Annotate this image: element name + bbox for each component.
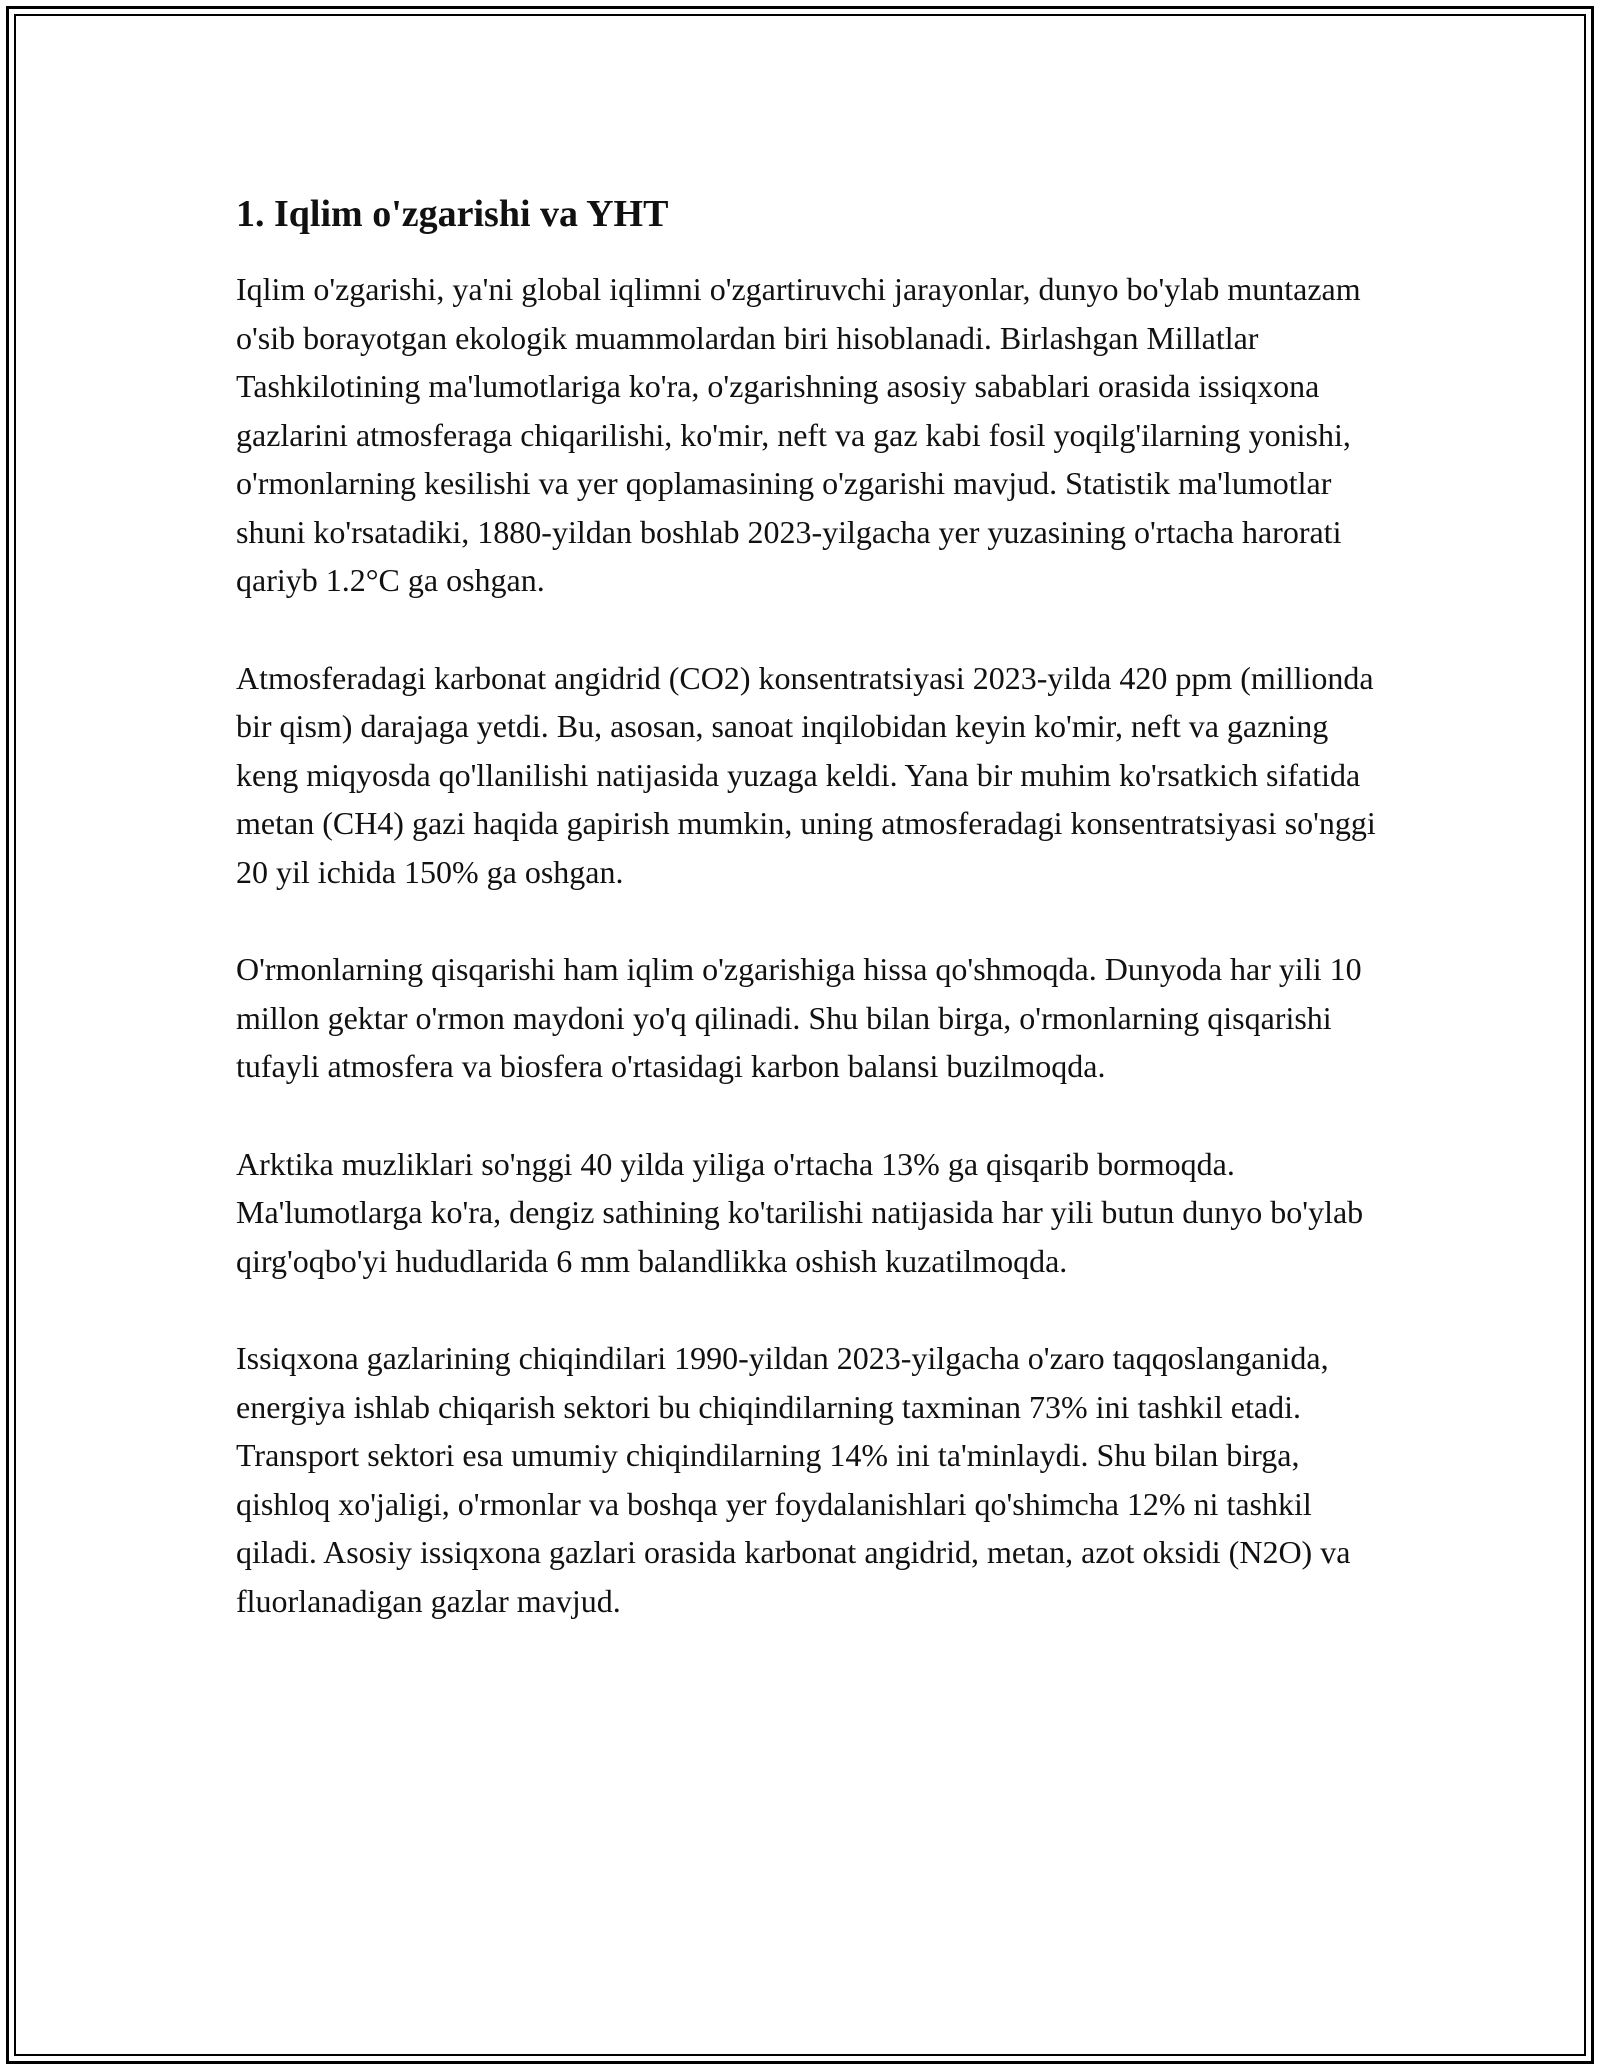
paragraph-emissions-sectors: Issiqxona gazlarining chiqindilari 1990-yildan 2023-yilgacha o'zaro taqqoslanganida, energiya ishlab chiqarish sektori bu chiqindilarning taxminan 73% ini tashkil etadi. Transport sektori esa umumiy chiqindilarning 14% ini ta'minlaydi. Shu bilan birga, qishloq xo'jaligi, o'rmonlar va boshqa yer foydalanishlari qo'shimcha 12% ni tashkil qiladi. Asosiy issiqxona gazlari orasida karbonat angidrid, metan, azot oksidi (N2O) va fluorlanadigan gazlar mavjud.	[236, 1340, 1351, 1619]
section-heading: 1. Iqlim o'zgarishi va YHT	[236, 193, 669, 235]
paragraph-co2-methane: Atmosferadagi karbonat angidrid (CO2) konsentratsiyasi 2023-yilda 420 ppm (millionda bir qism) darajaga yetdi. Bu, asosan, sanoat inqilobidan keyin ko'mir, neft va gazning keng miqyosda qo'llanilishi natijasida yuzaga keldi. Yana bir muhim ko'rsatkich sifatida metan (CH4) gazi haqida gapirish mumkin, uning atmosferadagi konsentratsiyasi so'nggi 20 yil ichida 150% ga oshgan.	[236, 659, 1376, 890]
paragraph-climate-change: Iqlim o'zgarishi, ya'ni global iqlimni o'zgartiruvchi jarayonlar, dunyo bo'ylab muntazam o'sib borayotgan ekologik muammolardan biri hisoblanadi. Birlashgan Millatlar Tashkilotining ma'lumotlariga ko'ra, o'zgarishning asosiy sabablari orasida issiqxona gazlarini atmosferaga chiqarilishi, ko'mir, neft va gaz kabi fosil yoqilg'ilarning yonishi, o'rmonlarning kesilishi va yer qoplamasining o'zgarishi mavjud. Statistik ma'lumotlar shuni ko'rsatadiki, 1880-yildan boshlab 2023-yilgacha yer yuzasining o'rtacha harorati qariyb 1.2°C ga oshgan.	[236, 271, 1361, 598]
document-body	[236, 185, 1376, 1674]
paragraph-arctic-ice: Arktika muzliklari so'nggi 40 yilda yiliga o'rtacha 13% ga qisqarib bormoqda. Ma'lumotlarga ko'ra, dengiz sathining ko'tarilishi natijasida har yili butun dunyo bo'ylab qirg'oqbo'yi hududlarida 6 mm balandlikka oshish kuzatilmoqda.	[236, 1145, 1364, 1279]
paragraph-deforestation: O'rmonlarning qisqarishi ham iqlim o'zgarishiga hissa qo'shmoqda. Dunyoda har yili 10 millon gektar o'rmon maydoni yo'q qilinadi. Shu bilan birga, o'rmonlarning qisqarishi tufayli atmosfera va biosfera o'rtasidagi karbon balansi buzilmoqda.	[236, 951, 1362, 1084]
